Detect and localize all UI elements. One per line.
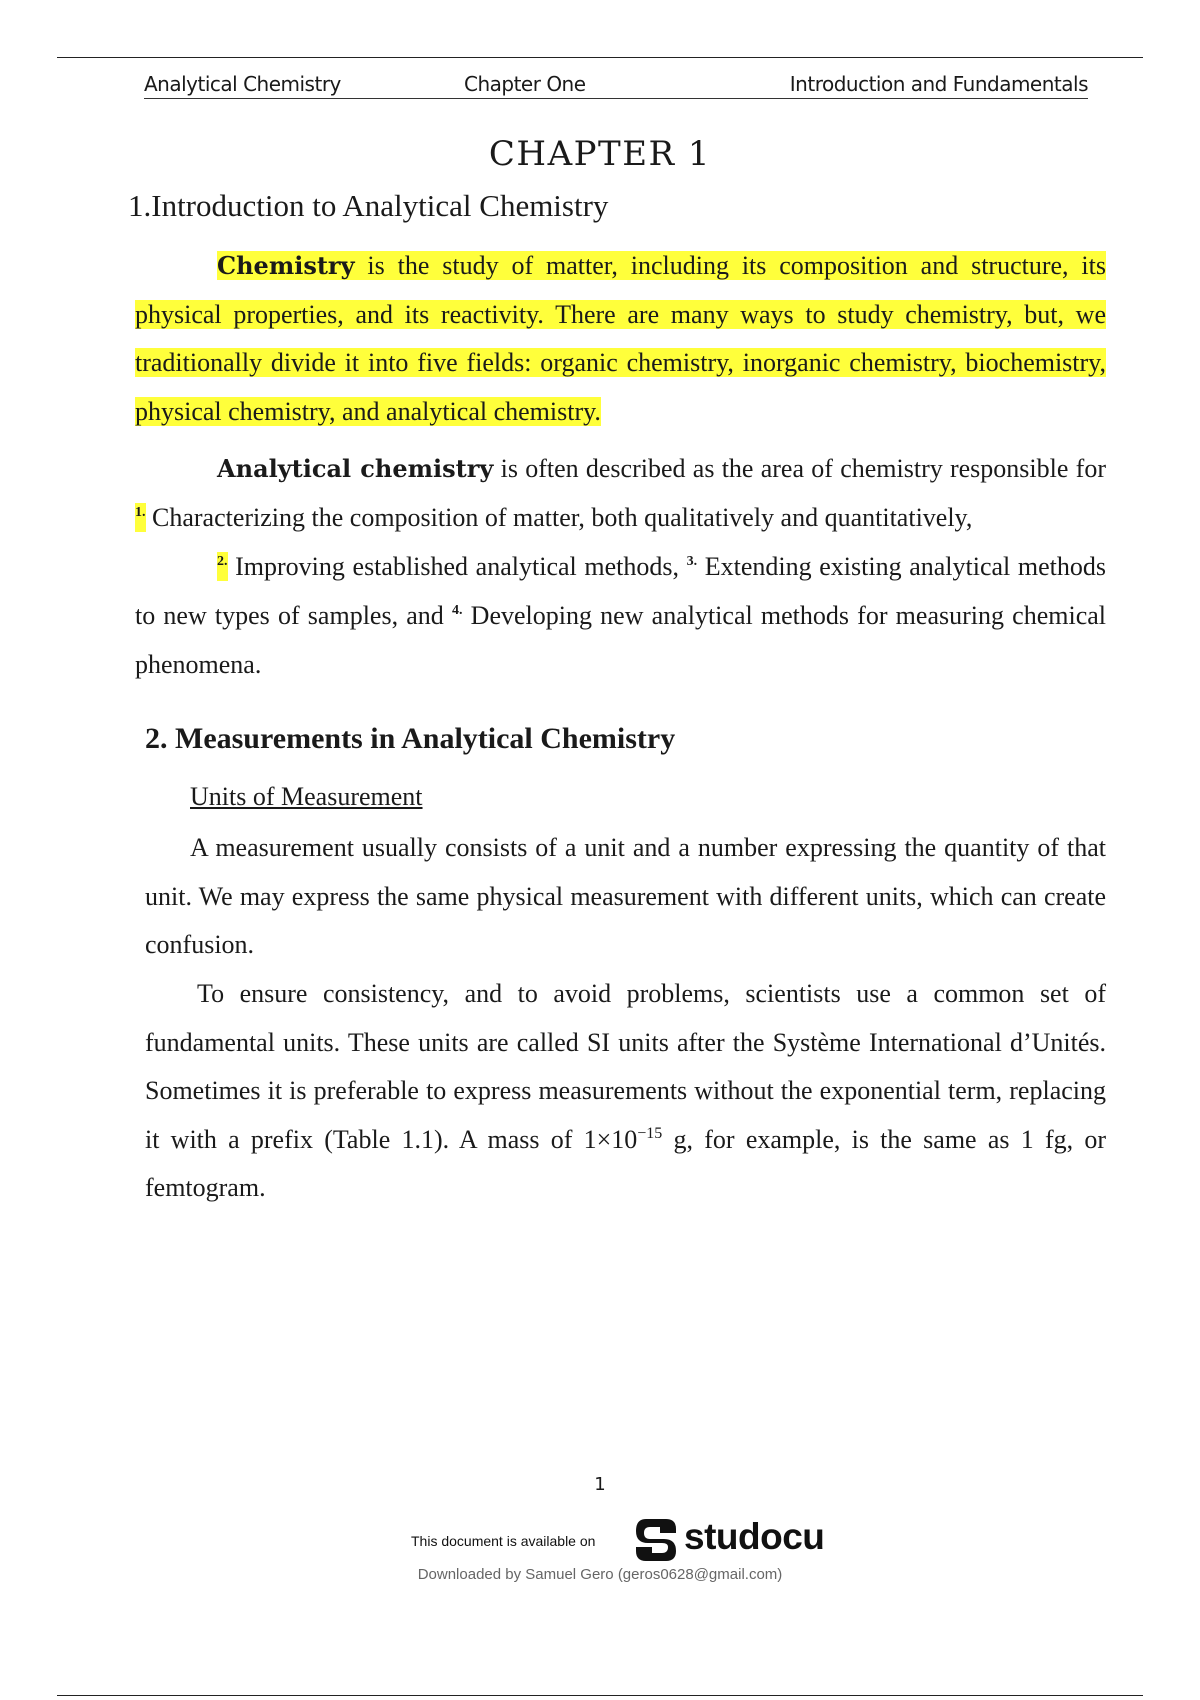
measurement-text: A measurement usually consists of a unit and a number expressing the quantity of that unit. We may express the same physical measurement with different units, which can create confusion. <box>145 833 1106 959</box>
item-number-1: 1. <box>135 505 146 520</box>
item-number-3: 3. <box>686 554 698 569</box>
studocu-availability-text: This document is available on <box>411 1533 596 1549</box>
page-number: 1 <box>594 1474 606 1495</box>
highlighted-definition <box>135 251 1106 426</box>
downloaded-by-text: Downloaded by Samuel Gero (geros0628@gmail.com) <box>417 1566 783 1583</box>
running-header <box>144 72 1088 99</box>
section-1-heading: 1.Introduction to Analytical Chemistry <box>128 188 609 223</box>
section-2-heading: 2. Measurements in Analytical Chemistry <box>145 722 676 755</box>
si-units-text-end: g, for example, is the same as 1 fg, or femtogram. <box>145 1124 1106 1202</box>
header-chapter-topic: Introduction and Fundamentals <box>789 72 1088 96</box>
header-book-title: Analytical Chemistry <box>144 72 341 96</box>
top-rule <box>57 57 1143 58</box>
item-3-text: Extending existing analytical methods to new types of samples, and <box>135 552 1107 630</box>
item-4-text: Developing new analytical methods for measuring chemical phenomena. <box>135 601 1106 679</box>
studocu-wordmark: studocu <box>684 1516 825 1557</box>
subheading-units-of-measurement: Units of Measurement <box>190 782 423 811</box>
paragraph-measurement <box>145 824 1106 970</box>
paragraph-chemistry-definition <box>135 242 1106 436</box>
definition-text: is the study of matter, including its composition and structure, its physical properties, and its reactivity. There are many ways to study chemistry, but, we traditionally divide it into five fields: organic chemistry, inorganic chemistry, biochemistry, physical chemistry, and analytical chemistry. <box>135 251 1106 426</box>
item-1-text: Characterizing the composition of matter, both qualitatively and quantitatively, <box>145 503 973 532</box>
bottom-rule <box>57 1695 1143 1696</box>
item-number-4: 4. <box>451 603 463 618</box>
si-units-text: To ensure consistency, and to avoid problems, scientists use a common set of fundamental units. These units are called SI units after the Système International d’Unités. Sometimes it is preferable to express measurements without the exponential term, replacing it with a prefix (Table 1.1). A mass of 1×10 <box>145 979 1106 1154</box>
item-number-2: 2. <box>217 554 228 569</box>
term-analytical-chemistry: Analytical chemistry <box>217 454 494 483</box>
term-chemistry: Chemistry <box>217 251 355 280</box>
item-2-text: Improving established analytical methods, <box>227 552 687 581</box>
paragraph-analytical-chemistry <box>135 444 1106 689</box>
chapter-title: CHAPTER 1 <box>488 134 712 174</box>
analytical-intro: is often described as the area of chemistry responsible for <box>493 454 1106 483</box>
studocu-logo[interactable] <box>632 1515 832 1565</box>
paragraph-si-units <box>145 970 1106 1213</box>
exponent: −15 <box>637 1124 663 1142</box>
header-chapter: Chapter One <box>464 72 586 96</box>
studocu-logo-icon <box>632 1515 680 1565</box>
